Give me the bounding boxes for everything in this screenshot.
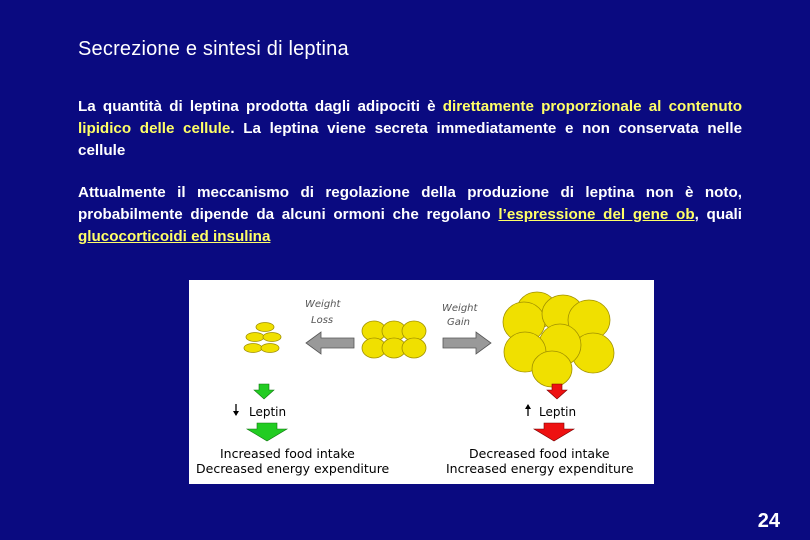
right-effect-food-intake: Decreased food intake (469, 446, 610, 461)
weight-gain-label-line2: Gain (447, 317, 470, 328)
paragraph1-text-1: La quantità di leptina prodotta dagli adipociti è (78, 98, 443, 115)
leptin-diagram (189, 280, 654, 484)
paragraph1-text-2: . La leptina viene secreta immediatamente e non conservata nelle cellule (78, 120, 743, 159)
slide-title: Secrezione e sintesi di leptina (78, 38, 349, 60)
red-down-arrow-large (534, 423, 574, 441)
green-down-arrow-small (254, 384, 274, 399)
small-fat-cells (244, 323, 281, 353)
green-down-arrow-large (247, 423, 287, 441)
paragraph1-highlight: direttamente proporzionale al contenuto lipidico delle cellule (78, 98, 742, 137)
paragraph2-highlight-gene: l’espressione del gene ob (498, 206, 695, 223)
paragraph2-text-1: Attualmente il meccanismo di regolazione della produzione di leptina non è noto, probabilmente dipende da alcuni ormoni che regolano (78, 184, 742, 223)
weight-gain-label-line1: Weight (442, 303, 478, 314)
medium-fat-cells (362, 321, 426, 358)
leptin-figure (189, 280, 654, 484)
paragraph2-highlight-hormones: glucocorticoidi ed insulina (78, 228, 271, 245)
right-effect-energy-expenditure: Increased energy expenditure (446, 461, 634, 476)
weight-loss-label-line2: Loss (311, 315, 334, 326)
page-number: 24 (757, 510, 780, 532)
weight-gain-arrow (443, 332, 491, 354)
paragraph-leptin-quantity (78, 96, 742, 162)
weight-loss-label-line1: Weight (305, 299, 341, 310)
weight-loss-arrow (306, 332, 354, 354)
large-fat-cells (503, 292, 614, 387)
paragraph-regulation (78, 182, 742, 248)
left-effect-energy-expenditure: Decreased energy expenditure (196, 461, 390, 476)
leptin-up-indicator-icon (525, 404, 531, 416)
leptin-down-indicator-icon (233, 404, 239, 416)
left-leptin-label: Leptin (249, 405, 287, 419)
right-leptin-label: Leptin (539, 405, 577, 419)
paragraph2-text-2: , quali (694, 206, 743, 223)
left-effect-food-intake: Increased food intake (220, 446, 355, 461)
